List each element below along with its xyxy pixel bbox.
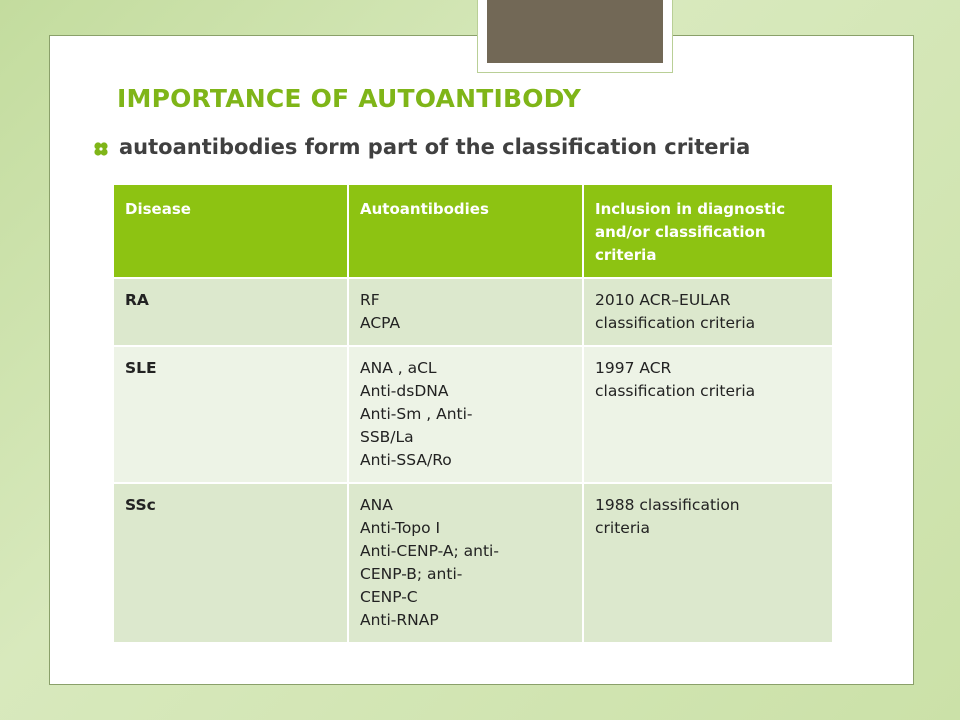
autoantibody-line: Anti-Topo I <box>360 519 441 537</box>
header-criteria: Inclusion in diagnostic and/or classification criteria <box>583 184 833 278</box>
disease-cell: SSc <box>113 483 348 643</box>
criteria-cell <box>583 346 833 483</box>
autoantibody-line: Anti-dsDNA <box>360 382 449 400</box>
header-autoantibodies: Autoantibodies <box>348 184 583 278</box>
criteria-line: 1988 classification <box>595 496 740 514</box>
autoantibody-line: RF <box>360 291 380 309</box>
disease-cell: SLE <box>113 346 348 483</box>
autoantibody-line: ACPA <box>360 314 401 332</box>
autoantibodies-cell <box>348 483 583 643</box>
autoantibody-line: CENP-B; anti- <box>360 565 463 583</box>
criteria-cell <box>583 278 833 346</box>
decorative-tab <box>487 0 663 63</box>
autoantibody-line: ANA , aCL <box>360 359 437 377</box>
autoantibody-line: Anti-Sm , Anti- <box>360 405 473 423</box>
autoantibody-line: SSB/La <box>360 428 414 446</box>
table-row <box>113 278 833 346</box>
autoantibody-line: Anti-SSA/Ro <box>360 451 452 469</box>
criteria-line: 1997 ACR <box>595 359 672 377</box>
autoantibodies-cell <box>348 346 583 483</box>
table-row <box>113 483 833 643</box>
autoantibodies-cell <box>348 278 583 346</box>
bullet-text: autoantibodies form part of the classification criteria <box>119 135 751 159</box>
criteria-line: classification criteria <box>595 382 756 400</box>
criteria-cell <box>583 483 833 643</box>
criteria-line: classification criteria <box>595 314 756 332</box>
autoantibody-line: ANA <box>360 496 393 514</box>
table-header-row <box>113 184 833 278</box>
classification-table <box>112 183 834 644</box>
table-row <box>113 346 833 483</box>
clover-bullet-icon <box>93 141 109 157</box>
header-disease: Disease <box>113 184 348 278</box>
autoantibody-line: Anti-CENP-A; anti- <box>360 542 499 560</box>
disease-cell: RA <box>113 278 348 346</box>
slide-title: IMPORTANCE OF AUTOANTIBODY <box>117 84 582 113</box>
autoantibody-line: CENP-C <box>360 588 418 606</box>
autoantibody-line: Anti-RNAP <box>360 611 439 629</box>
criteria-line: 2010 ACR–EULAR <box>595 291 731 309</box>
criteria-line: criteria <box>595 519 650 537</box>
